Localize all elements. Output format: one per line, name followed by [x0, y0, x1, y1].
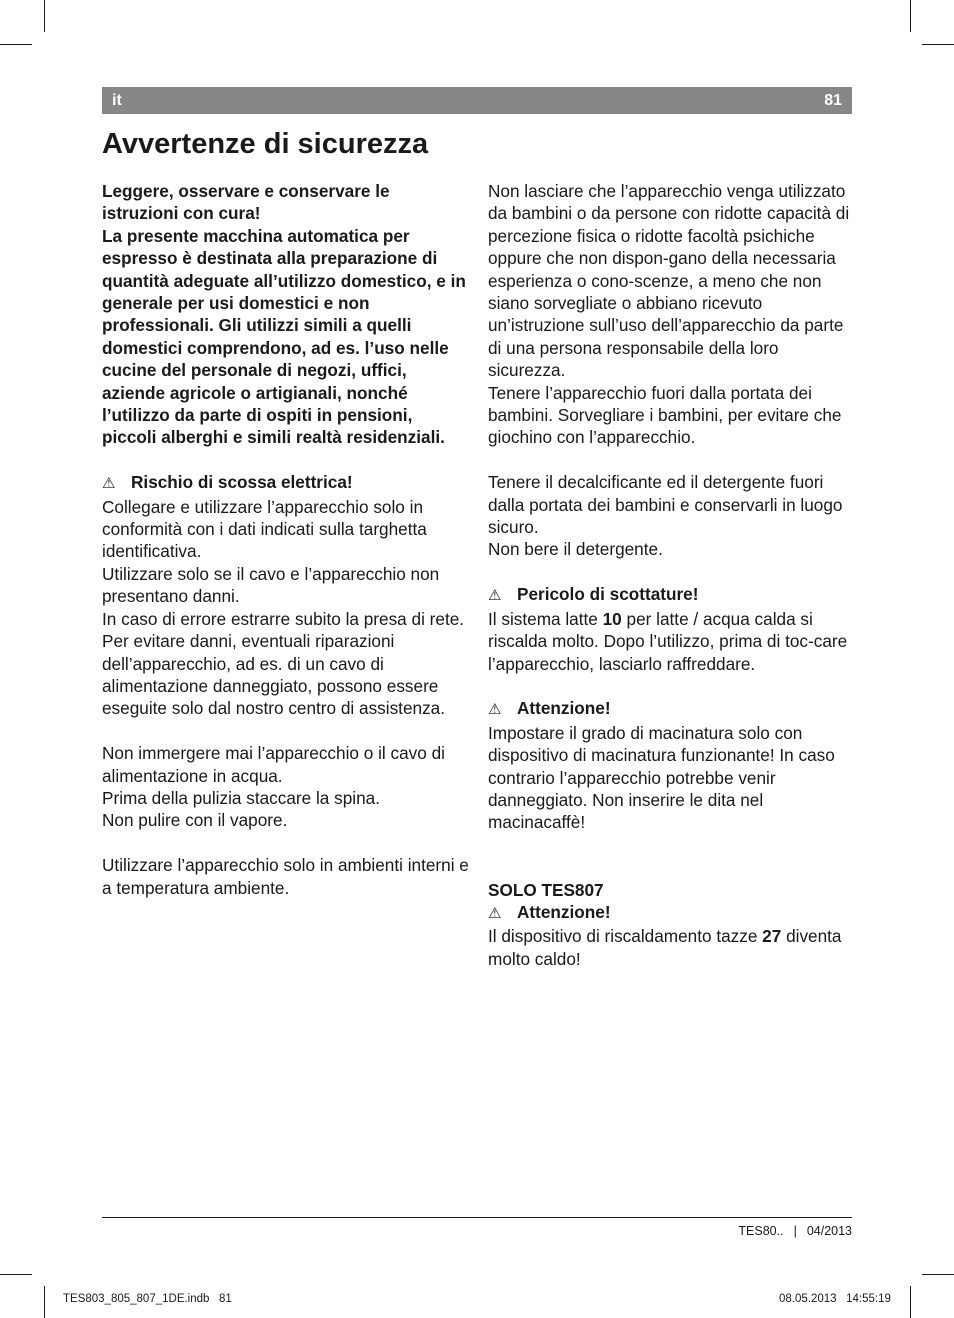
solo-attention-heading: [488, 901, 856, 925]
attention-text: Impostare il grado di macinatura solo con dispositivo di macinatura funzionante! In caso contrario l’apparecchio potrebbe venir danneggiato. Non inserire le dita nel macinacaffè!: [488, 722, 835, 833]
warning-icon: ⚠: [102, 475, 116, 493]
electric-text: Per evitare danni, eventuali riparazioni dell’apparecchio, ad es. di un cavo di alimentazione danneggiato, possono essere eseguite solo dal nostro centro di assistenza.: [102, 631, 445, 719]
electric-text: In caso di errore estrarre subito la presa di rete.: [102, 608, 465, 629]
footer-separator: |: [793, 1224, 797, 1238]
scald-heading: [488, 583, 856, 607]
scald-title: Pericolo di scottature!: [517, 584, 699, 605]
intro-instruction: Leggere, osservare e conservare le istruzioni con cura!: [102, 181, 390, 224]
indoor-text: Utilizzare l’apparecchio solo in ambienti interni e a temperatura ambiente.: [102, 855, 469, 898]
crop-mark: [910, 1286, 911, 1318]
crop-mark: [922, 1274, 954, 1275]
right-column: [488, 180, 856, 970]
part-number: 27: [762, 926, 782, 947]
page-title: Avvertenze di sicurezza: [102, 128, 429, 160]
print-slug-file: TES803_805_807_1DE.indb 81: [63, 1293, 232, 1305]
page-number: 81: [824, 91, 842, 109]
warning-icon: ⚠: [488, 701, 502, 719]
descaler-text: Tenere il decalcificante ed il detergente fuori dalla portata dei bambini e conservarli in luogo sicuro.: [488, 472, 843, 538]
footer-date: 04/2013: [806, 1224, 852, 1238]
crop-mark: [44, 0, 45, 32]
solo-text: [488, 925, 856, 970]
left-column: [102, 180, 470, 899]
footer-rule: [102, 1217, 852, 1218]
part-number: 10: [602, 608, 622, 629]
attention-heading: [488, 697, 856, 721]
electric-shock-heading: [102, 471, 470, 495]
crop-mark: [922, 44, 954, 45]
crop-mark: [0, 1274, 32, 1275]
solo-heading: SOLO TES807: [488, 879, 604, 900]
children-text: Tenere l’apparecchio fuori dalla portata dei bambini. Sorvegliare i bambini, per evitare che giochino con l’apparecchio.: [488, 382, 842, 448]
crop-mark: [0, 44, 32, 45]
children-text: Non lasciare che l’apparecchio venga utilizzato da bambini o da persone con ridotte capacità di percezione fisica o ridotte facoltà psichiche oppure che non dispon-gano della necessaria esperienza o cono-scenze, a meno che non siano sorvegliate o abbiano ricevuto un’istruzione sull’uso dell’apparecchio da parte di una persona responsabile della loro sicurezza.: [488, 181, 850, 381]
language-code: it: [112, 91, 122, 109]
print-slug-timestamp: 08.05.2013 14:55:19: [779, 1293, 891, 1305]
solo-attention-title: Attenzione!: [517, 901, 611, 922]
scald-text-pre: Il sistema latte: [488, 608, 603, 629]
scald-text-post: per latte / acqua calda si riscalda molto. Dopo l’utilizzo, prima di toc-care l’apparecchio, lasciarlo raffreddare.: [488, 608, 848, 674]
footer-model: TES80..: [738, 1224, 784, 1238]
water-text: Prima della pulizia staccare la spina.: [102, 787, 380, 808]
header-bar: [102, 87, 852, 114]
warning-icon: ⚠: [488, 587, 502, 605]
solo-text-pre: Il dispositivo di riscaldamento tazze: [488, 926, 763, 947]
electric-text: Collegare e utilizzare l’apparecchio solo in conformità con i dati indicati sulla targhetta identificativa.: [102, 496, 427, 562]
warning-icon: ⚠: [488, 904, 502, 922]
water-text: Non pulire con il vapore.: [102, 810, 288, 831]
descaler-text: Non bere il detergente.: [488, 539, 663, 560]
footer-reference: [738, 1224, 852, 1238]
crop-mark: [910, 0, 911, 32]
scald-text: [488, 608, 856, 675]
water-text: Non immergere mai l’apparecchio o il cavo di alimentazione in acqua.: [102, 743, 445, 786]
electric-text: Utilizzare solo se il cavo e l’apparecchio non presentano danni.: [102, 563, 440, 607]
attention-title: Attenzione!: [517, 698, 611, 719]
intended-use: La presente macchina automatica per espresso è destinata alla preparazione di quantità adeguate all’utilizzo domestico, e in generale per usi domestici e non professionali. Gli utilizzi simili a quelli domestici comprendono, ad es. l’uso nelle cucine del personale di negozi, uffici, aziende agricole o artigianali, nonché l’utilizzo da parte di ospiti in pensioni, piccoli alberghi e simili realtà residenziali.: [102, 225, 466, 448]
crop-mark: [44, 1286, 45, 1318]
solo-text-post: diventa molto caldo!: [488, 926, 842, 969]
electric-shock-title: Rischio di scossa elettrica!: [131, 472, 353, 493]
